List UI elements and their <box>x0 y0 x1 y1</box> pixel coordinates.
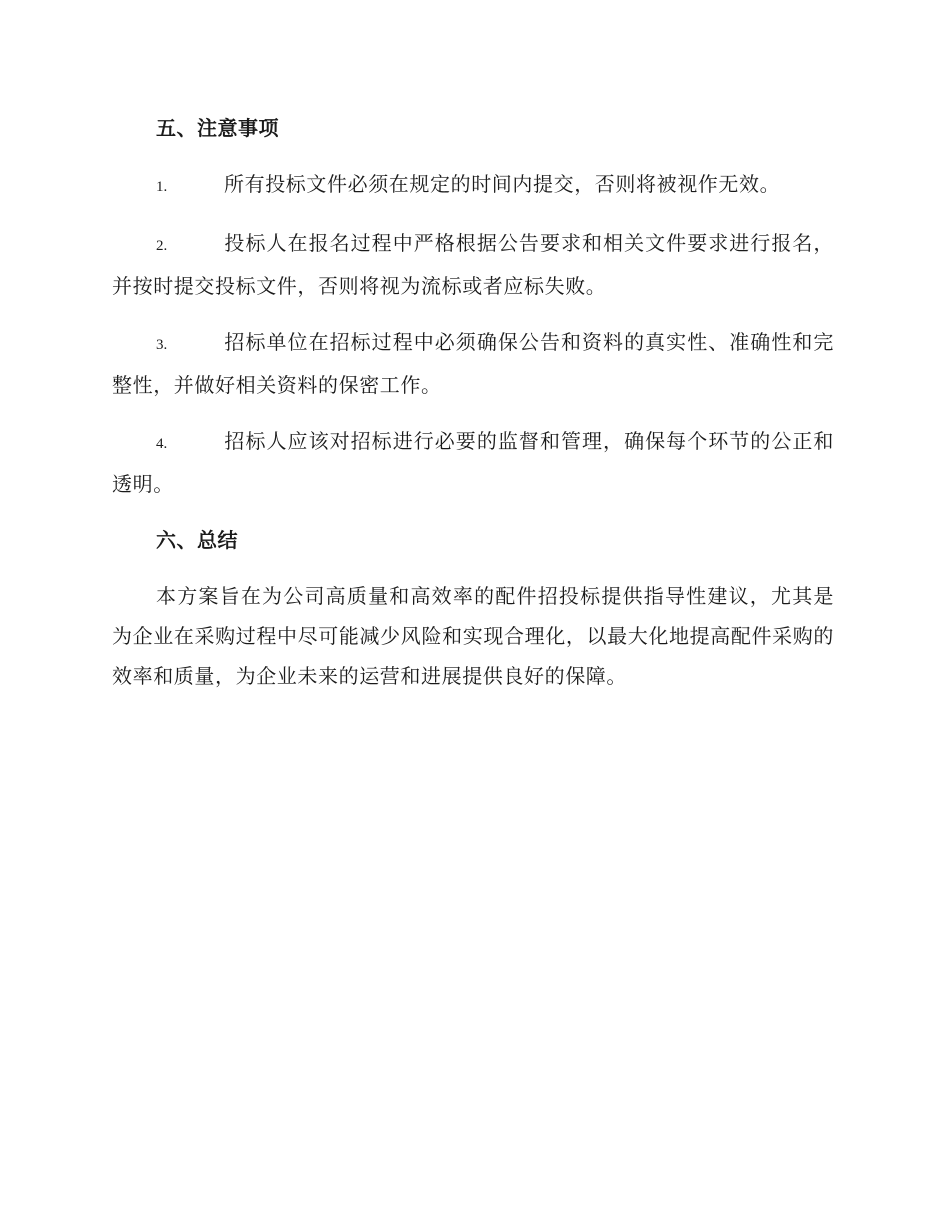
list-item-text: 招标人应该对招标进行必要的监督和管理，确保每个环节的公正和透明。 <box>112 429 834 496</box>
document-body <box>112 108 834 696</box>
list-item-text: 招标单位在招标过程中必须确保公告和资料的真实性、准确性和完整性，并做好相关资料的保密工作。 <box>112 330 834 397</box>
list-item-number: 2. <box>156 238 168 254</box>
summary-paragraph: 本方案旨在为公司高质量和高效率的配件招投标提供指导性建议，尤其是为企业在采购过程中尽可能减少风险和实现合理化，以最大化地提高配件采购的效率和质量，为企业未来的运营和进展提供良好的保障。 <box>112 584 834 688</box>
list-item-text: 所有投标文件必须在规定的时间内提交，否则将被视作无效。 <box>224 172 781 196</box>
section-heading-summary: 六、总结 <box>156 528 238 552</box>
list-item-number: 3. <box>156 337 168 353</box>
section-heading-notes: 五、注意事项 <box>156 116 279 140</box>
list-item-number: 1. <box>156 179 168 195</box>
list-item-number: 4. <box>156 436 168 452</box>
list-item <box>112 322 834 405</box>
list-item <box>112 164 834 207</box>
list-item-text: 投标人在报名过程中严格根据公告要求和相关文件要求进行报名，并按时提交投标文件，否则将视为流标或者应标失败。 <box>112 231 834 298</box>
list-item <box>112 421 834 504</box>
list-item <box>112 223 834 306</box>
